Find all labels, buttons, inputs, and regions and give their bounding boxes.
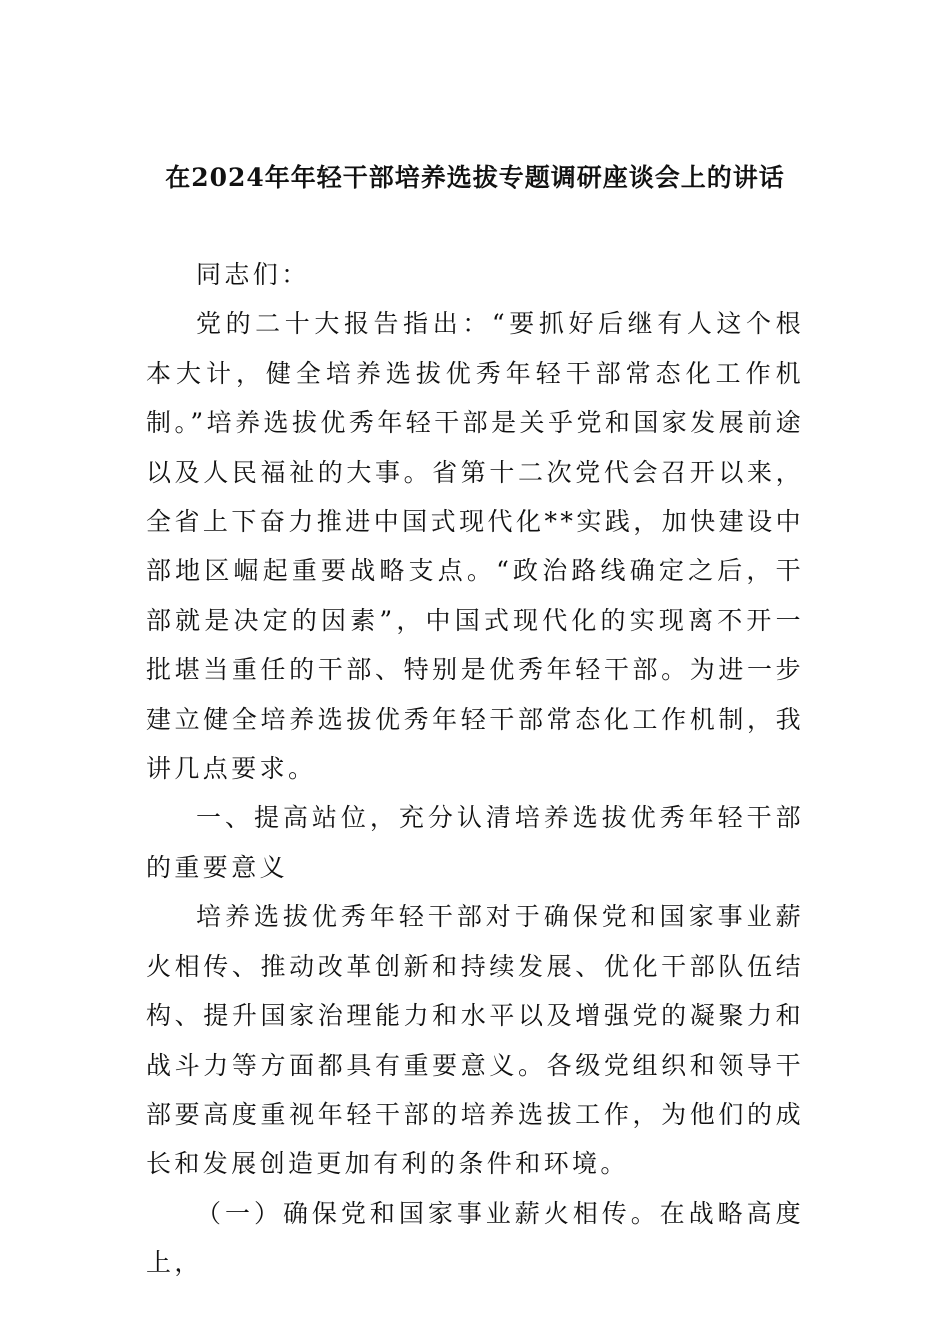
paragraph-intro: 党的二十大报告指出：“要抓好后继有人这个根本大计，健全培养选拔优秀年轻干部常态化工作机制。”培养选拔优秀年轻干部是关乎党和国家发展前途以及人民福祉的大事。省第十二次党代会召开以来，全省上下奋力推进中国式现代化**实践，加快建设中部地区崛起重要战略支点。“政治路线确定之后，干部就是决定的因素”，中国式现代化的实现离不开一批堪当重任的干部、特别是优秀年轻干部。为进一步建立健全培养选拔优秀年轻干部常态化工作机制，我讲几点要求。 — [146, 309, 804, 784]
paragraph-section-1: 培养选拔优秀年轻干部对于确保党和国家事业薪火相传、推动改革创新和持续发展、优化干部队伍结构、提升国家治理能力和水平以及增强党的凝聚力和战斗力等方面都具有重要意义。各级党组织和领导干部要高度重视年轻干部的培养选拔工作，为他们的成长和发展创造更加有利的条件和环境。 — [146, 902, 804, 1179]
section-heading-1: 一、提高站位，充分认清培养选拔优秀年轻干部的重要意义 — [146, 803, 804, 882]
greeting: 同志们： — [196, 260, 310, 289]
document-body — [146, 250, 804, 1288]
document-title: 在2024年年轻干部培养选拔专题调研座谈会上的讲话 — [165, 163, 785, 192]
subsection-heading-1: （一）确保党和国家事业薪火相传。在战略高度上， — [146, 1198, 804, 1278]
